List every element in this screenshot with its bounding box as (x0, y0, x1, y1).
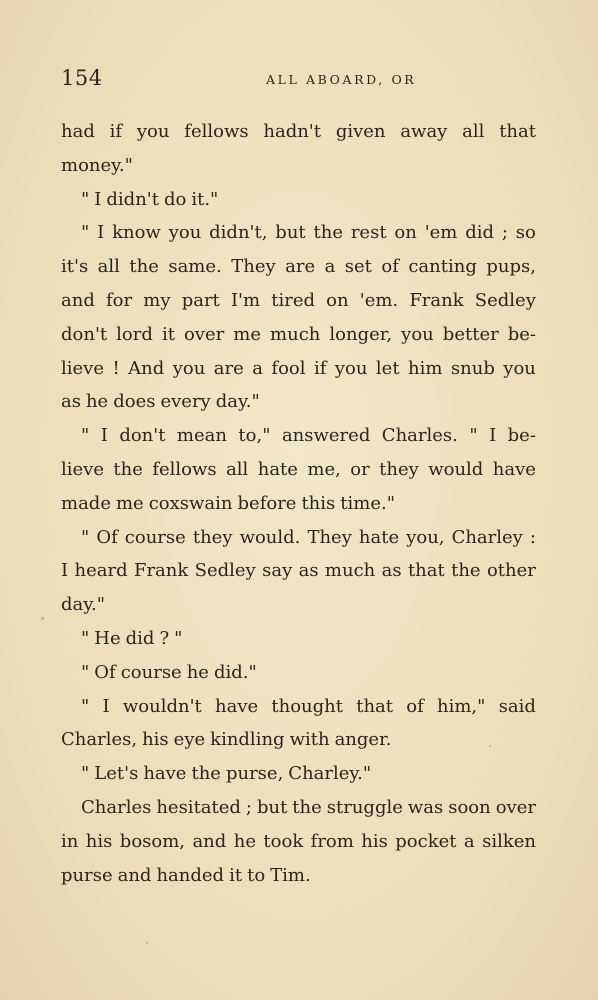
word: money." (61, 154, 133, 176)
word: it." (191, 188, 219, 210)
text-line (61, 385, 536, 419)
word: tired (271, 289, 316, 311)
word: did (125, 627, 155, 649)
word: other (486, 560, 536, 582)
word: had (61, 121, 95, 142)
word: hate (257, 458, 298, 480)
word: lieve (61, 357, 104, 379)
word: And (128, 357, 165, 379)
word: wouldn't (122, 695, 202, 717)
word: that (499, 121, 536, 142)
word: he (186, 661, 209, 683)
word: snub (450, 357, 495, 379)
word: silken (482, 830, 536, 852)
word: course (120, 661, 182, 683)
word: Charley (451, 526, 523, 548)
word: day." (215, 391, 260, 413)
text-line (61, 419, 536, 453)
word: Frank (133, 560, 189, 582)
word: say (262, 560, 293, 582)
word: fool (271, 357, 306, 379)
word: 'em. (359, 289, 399, 311)
word: did (465, 222, 495, 244)
word: pocket (395, 830, 457, 852)
word: so (515, 222, 536, 244)
text-line (61, 183, 536, 217)
word: all (97, 256, 120, 278)
word: for (106, 289, 133, 311)
word: part (181, 289, 220, 311)
word: took (263, 830, 304, 852)
word: from (310, 830, 354, 852)
word: let (375, 357, 400, 379)
word: Charles, (61, 729, 138, 751)
text-line (61, 318, 536, 352)
word: : (529, 526, 536, 548)
word: the (113, 458, 143, 480)
word: coxswain (148, 492, 233, 514)
word: of (381, 256, 399, 278)
word: are (285, 256, 316, 278)
word: you (401, 323, 434, 345)
word: lord (116, 323, 153, 345)
word: did." (213, 661, 257, 683)
word: " (81, 222, 90, 244)
word: do (163, 188, 187, 210)
word: have (143, 763, 187, 785)
word: a (252, 357, 263, 379)
word: on (394, 222, 417, 244)
word: would. (239, 526, 301, 548)
word: Frank (409, 289, 464, 311)
word: time." (340, 492, 395, 514)
word: you (334, 357, 368, 379)
word: 'em (424, 222, 458, 244)
word: they (379, 458, 419, 480)
page-speck (41, 617, 44, 620)
word: and (192, 830, 227, 852)
word: They (307, 526, 352, 548)
running-head: ALL ABOARD, OR (266, 72, 417, 87)
word: longer, (329, 323, 393, 345)
word: course (124, 526, 186, 548)
word: pups, (486, 256, 536, 278)
word: lieve (61, 458, 104, 480)
word: in (61, 830, 79, 852)
word: struggle (326, 796, 403, 818)
word: He (94, 627, 121, 649)
word: hate (358, 526, 400, 548)
word: this (301, 492, 336, 514)
word: away (400, 121, 448, 142)
page-number: 154 (61, 66, 103, 90)
word: over (495, 796, 536, 818)
text-line (61, 690, 536, 724)
word: to," (238, 425, 271, 447)
text-line (61, 656, 536, 690)
word: a (463, 830, 475, 852)
text-line (61, 859, 536, 893)
word: " (81, 425, 90, 447)
word: Sedley (194, 560, 256, 582)
word: on (326, 289, 349, 311)
word: he (85, 391, 109, 413)
word: know (112, 222, 161, 244)
text-line (61, 757, 536, 791)
word: rest (350, 222, 387, 244)
word: said (498, 695, 536, 717)
word: would (428, 458, 484, 480)
word: him (408, 357, 443, 379)
word: ; (501, 222, 508, 244)
word: " (81, 661, 90, 683)
text-line (61, 588, 536, 622)
word: " (81, 627, 90, 649)
page-speck (146, 942, 148, 944)
word: same. (168, 256, 222, 278)
word: the (292, 796, 322, 818)
text-line (61, 352, 536, 386)
word: to (247, 864, 266, 886)
word: I (102, 695, 110, 717)
word: set (344, 256, 372, 278)
word: as (298, 560, 319, 582)
word: ; (245, 796, 252, 818)
word: I (94, 188, 102, 210)
word: you (136, 121, 170, 142)
word: you (503, 357, 536, 379)
word: it (229, 864, 243, 886)
word: hesitated (156, 796, 241, 818)
body-text (61, 115, 536, 892)
text-line (61, 216, 536, 250)
word: have (215, 695, 259, 717)
word: if (313, 357, 327, 379)
word: but (256, 796, 288, 818)
word: all (462, 121, 485, 142)
text-line (61, 791, 536, 825)
page-header (61, 66, 536, 96)
word: I (61, 560, 69, 582)
word: Charles. (381, 425, 458, 447)
word: Charley." (288, 763, 372, 785)
word: over (183, 323, 225, 345)
word: that (356, 695, 394, 717)
word: " (174, 627, 183, 649)
text-line (61, 115, 536, 149)
word: don't (119, 425, 166, 447)
word: the (191, 763, 221, 785)
word: day." (61, 594, 106, 616)
word: and (61, 289, 95, 311)
word: a (324, 256, 336, 278)
word: if (109, 121, 123, 142)
word: Of (96, 526, 118, 548)
word: purse, (225, 763, 284, 785)
text-line (61, 149, 536, 183)
word: They (231, 256, 276, 278)
word: ? (159, 627, 170, 649)
word: hadn't (263, 121, 322, 142)
word: didn't, (209, 222, 268, 244)
word: kindling (210, 729, 285, 751)
page-speck (489, 745, 491, 747)
word: " (81, 526, 90, 548)
text-line (61, 521, 536, 555)
word: Let's (94, 763, 139, 785)
word: didn't (106, 188, 159, 210)
word: as (381, 560, 402, 582)
word: or (350, 458, 370, 480)
word: better (442, 323, 499, 345)
word: much (270, 323, 321, 345)
word: answered (281, 425, 371, 447)
word: his (142, 729, 169, 751)
word: I (489, 425, 497, 447)
word: eye (173, 729, 206, 751)
word: have (492, 458, 536, 480)
text-line (61, 284, 536, 318)
word: you (168, 222, 202, 244)
word: I (97, 222, 105, 244)
word: me, (307, 458, 341, 480)
word: Charles (81, 796, 152, 818)
word: thought (271, 695, 343, 717)
word: made (61, 492, 111, 514)
word: that (407, 560, 445, 582)
word: his (85, 830, 113, 852)
word: fellows (184, 121, 249, 142)
word: " (81, 188, 90, 210)
word: and (117, 864, 152, 886)
word: my (143, 289, 171, 311)
word: fellows (152, 458, 217, 480)
text-line (61, 554, 536, 588)
word: mean (176, 425, 227, 447)
text-line (61, 825, 536, 859)
word: he (233, 830, 256, 852)
word: it's (61, 256, 89, 278)
word: the (313, 222, 343, 244)
word: with (289, 729, 330, 751)
word: be- (507, 323, 536, 345)
word: " (81, 763, 90, 785)
word: does (113, 391, 156, 413)
word: the (129, 256, 159, 278)
word: before (237, 492, 297, 514)
word: heard (74, 560, 128, 582)
word: of (406, 695, 424, 717)
word: him," (437, 695, 486, 717)
word: as (61, 391, 81, 413)
word: every (160, 391, 211, 413)
word: purse (61, 864, 113, 886)
word: his (361, 830, 388, 852)
word: don't (61, 323, 108, 345)
text-line (61, 250, 536, 284)
text-line (61, 723, 536, 757)
text-line (61, 622, 536, 656)
word: I (100, 425, 108, 447)
word: me (115, 492, 144, 514)
word: handed (156, 864, 225, 886)
word: you, (406, 526, 445, 548)
word: be- (507, 425, 536, 447)
word: ! (112, 357, 120, 379)
word: was (407, 796, 444, 818)
word: the (451, 560, 481, 582)
text-line (61, 453, 536, 487)
word: but (275, 222, 306, 244)
word: soon (448, 796, 491, 818)
word: anger. (334, 729, 392, 751)
word: Of (94, 661, 116, 683)
word: much (324, 560, 376, 582)
word: you (172, 357, 206, 379)
word: canting (408, 256, 477, 278)
word: it (161, 323, 175, 345)
word: they (192, 526, 233, 548)
word: Tim. (270, 864, 311, 886)
word: all (226, 458, 249, 480)
word: are (213, 357, 244, 379)
word: I'm (230, 289, 261, 311)
word: given (335, 121, 386, 142)
word: Sedley (474, 289, 536, 311)
word: bosom, (119, 830, 186, 852)
word: " (469, 425, 478, 447)
text-line (61, 487, 536, 521)
word: " (81, 695, 90, 717)
word: me (233, 323, 261, 345)
